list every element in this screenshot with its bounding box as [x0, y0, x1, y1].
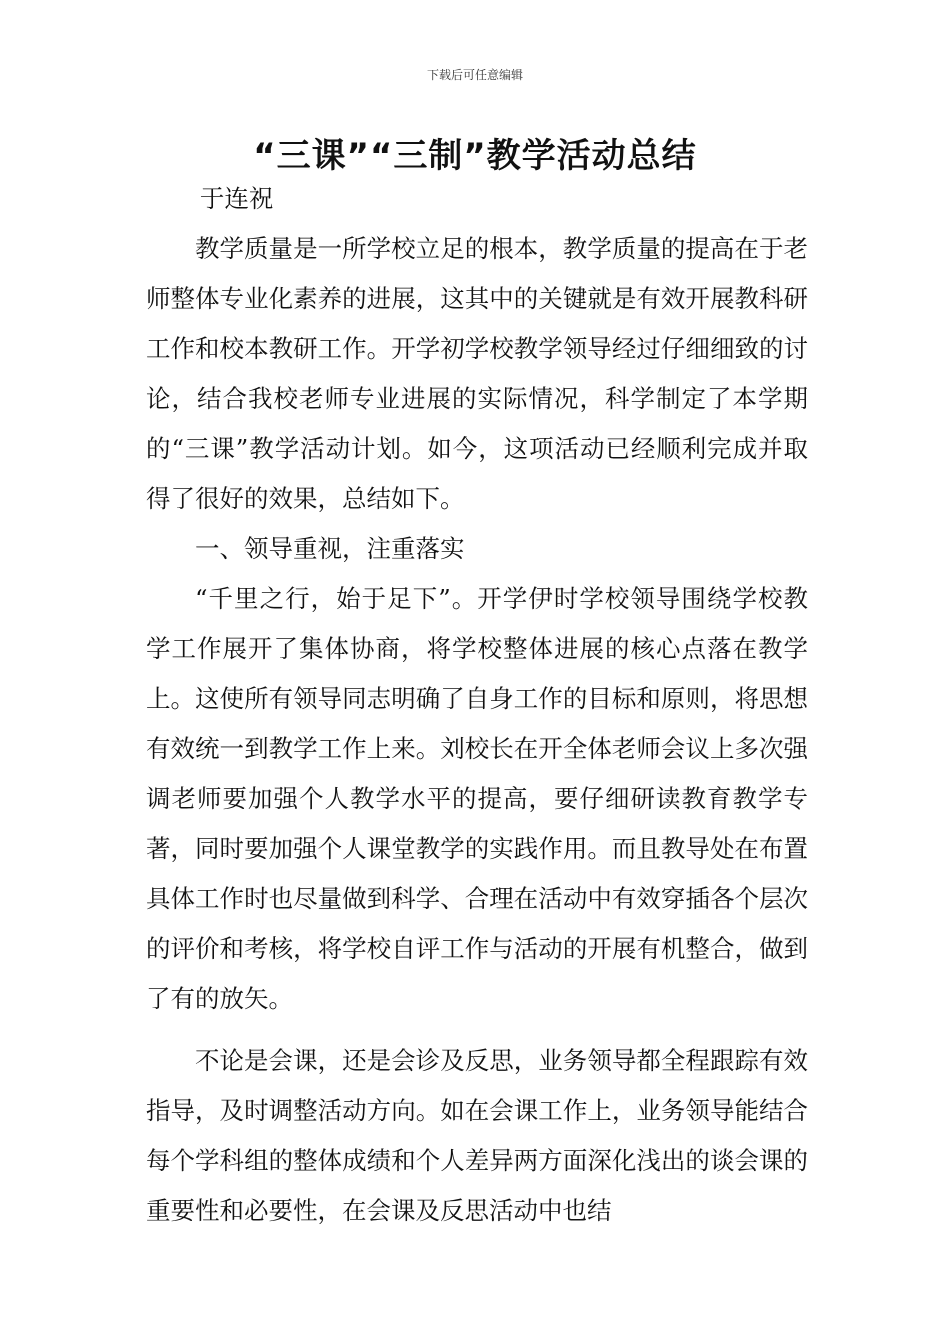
section-heading: 一、领导重视，注重落实 [195, 534, 465, 563]
intro-paragraph: 教学质量是一所学校立足的根本，教学质量的提高在于老师整体专业化素养的进展，这其中的关键就是有效开展教科研工作和校本教研工作。开学初学校教学领导经过仔细细致的讨论，结合我校老师专业进展的实际情况，科学制定了本学期的“三课”教学活动计划。如今，这项活动已经顺利完成并取得了很好的效果，总结如下。 [146, 234, 808, 513]
document-body [146, 174, 808, 1236]
document-title: “三课”“三制”教学活动总结 [253, 136, 697, 176]
body-paragraph: “千里之行，始于足下”。开学伊时学校领导围绕学校教学工作展开了集体协商，将学校整体进展的核心点落在教学上。这使所有领导同志明确了自身工作的目标和原则，将思想有效统一到教学工作上来。刘校长在开全体老师会议上多次强调老师要加强个人教学水平的提高，要仔细研读教育教学专著，同时要加强个人课堂教学的实践作用。而且教导处在布置具体工作时也尽量做到科学、合理在活动中有效穿插各个层次的评价和考核，将学校自评工作与活动的开展有机整合，做到了有的放矢。 [146, 584, 808, 1013]
body-paragraph: 不论是会课，还是会诊及反思，业务领导都全程跟踪有效指导，及时调整活动方向。如在会课工作上，业务领导能结合每个学科组的整体成绩和个人差异两方面深化浅出的谈会课的重要性和必要性，在会课及反思活动中也结 [146, 1046, 808, 1225]
page-header-note: 下载后可任意编辑 [426, 68, 523, 82]
author-name: 于连祝 [199, 184, 274, 213]
